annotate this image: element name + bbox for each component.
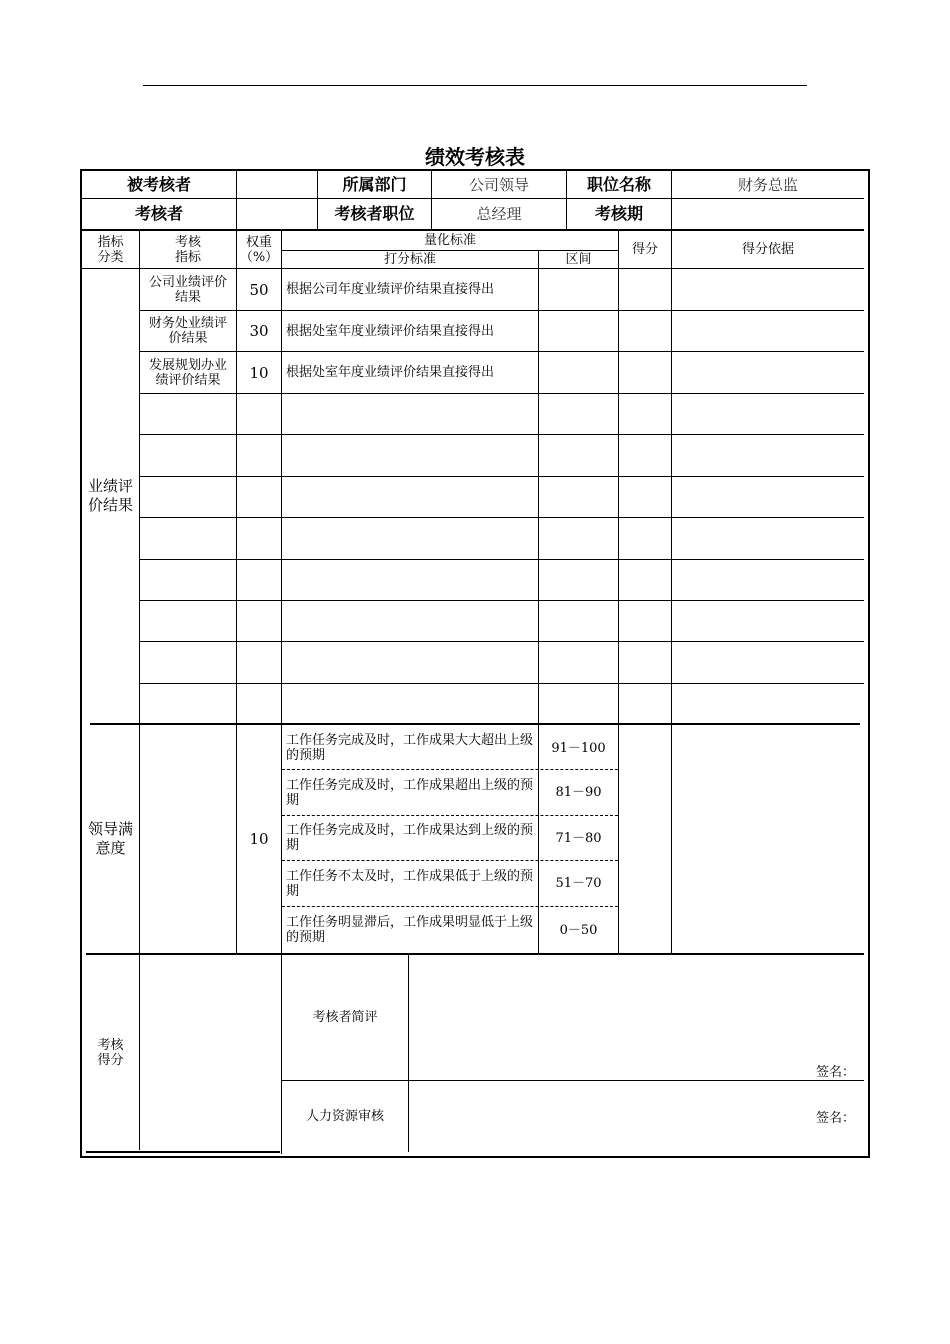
satisfaction-range-2: 81－90: [555, 785, 602, 800]
department-label: 所属部门: [342, 174, 407, 194]
page-title: 绩效考核表: [425, 145, 525, 169]
hr-signature: 签名：: [816, 1110, 856, 1126]
header-rule: [143, 85, 807, 86]
satisfaction-range-3: 71－80: [555, 830, 602, 846]
examiner-position-label: 考核者职位: [334, 204, 415, 223]
satisfaction-category: 领导满 意度: [87, 820, 133, 857]
col-range: 区间: [565, 252, 592, 267]
col-indicator: 考核 指标: [174, 234, 201, 265]
examiner-position-value[interactable]: 总经理: [476, 205, 522, 223]
examiner-label: 考核者: [134, 204, 183, 223]
satisfaction-range-5: 0－50: [559, 922, 598, 938]
satisfaction-standard-4: 工作任务不太及时，工作成果低于上级的预期: [286, 868, 534, 899]
indicator-company: 公司业绩评价 结果: [148, 274, 227, 305]
weight-finance: 30: [249, 322, 269, 340]
satisfaction-range-1: 91－100: [551, 740, 606, 756]
col-score: 得分: [631, 242, 658, 257]
col-weight: 权重 （%）: [239, 234, 279, 265]
examiner-value[interactable]: [237, 199, 317, 229]
col-quant-standard: 量化标准: [423, 233, 476, 248]
reviewer-signature: 签名：: [816, 1064, 856, 1080]
position-value[interactable]: 财务总监: [737, 175, 798, 194]
col-scoring-standard: 打分标准: [383, 252, 436, 267]
period-label: 考核期: [594, 204, 643, 223]
satisfaction-weight: 10: [249, 830, 269, 848]
weight-company: 50: [249, 280, 269, 299]
satisfaction-standard-1: 工作任务完成及时，工作成果大大超出上级的预期: [286, 733, 534, 763]
indicator-planning: 发展规划办业 绩评价结果: [148, 357, 227, 388]
standard-finance: 根据处室年度业绩评价结果直接得出: [286, 323, 495, 339]
satisfaction-standard-5: 工作任务明显滞后，工作成果明显低于上级的预期: [286, 915, 534, 945]
col-basis: 得分依据: [741, 242, 794, 257]
score-label: 考核 得分: [97, 1038, 124, 1068]
examinee-label: 被考核者: [126, 174, 191, 194]
reviewer-comment-field[interactable]: [409, 957, 864, 1077]
standard-planning: 根据处室年度业绩评价结果直接得出: [286, 365, 495, 380]
examinee-value[interactable]: [237, 171, 317, 198]
standard-company: 根据公司年度业绩评价结果直接得出: [286, 282, 495, 297]
weight-planning: 10: [249, 363, 269, 382]
satisfaction-standard-2: 工作任务完成及时，工作成果超出上级的预期: [286, 777, 534, 808]
performance-category: 业绩评 价结果: [87, 477, 133, 514]
department-value[interactable]: 公司领导: [468, 175, 529, 194]
position-label: 职位名称: [586, 174, 651, 194]
satisfaction-range-4: 51－70: [555, 876, 602, 891]
reviewer-comment-label: 考核者简评: [312, 1010, 378, 1025]
hr-review-label: 人力资源审核: [305, 1109, 384, 1124]
satisfaction-standard-3: 工作任务完成及时，工作成果达到上级的预期: [286, 823, 534, 853]
period-value[interactable]: [672, 199, 864, 229]
col-category: 指标 分类: [97, 234, 124, 265]
indicator-finance: 财务处业绩评 价结果: [148, 316, 227, 346]
